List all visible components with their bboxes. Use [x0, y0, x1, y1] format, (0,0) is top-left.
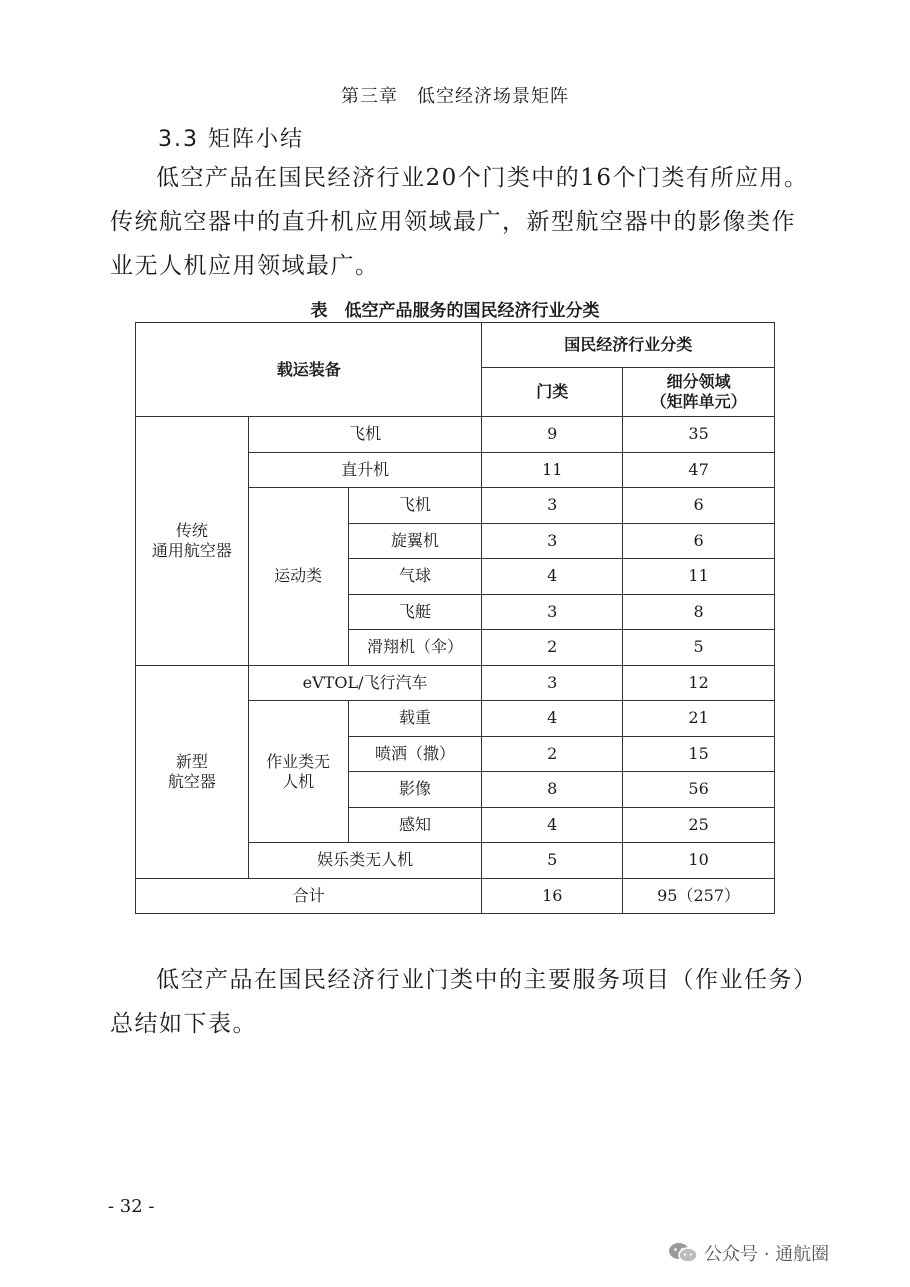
subgroup-work-drone: [248, 701, 348, 843]
table-caption: 表 低空产品服务的国民经济行业分类: [310, 301, 600, 321]
subgroup-work-line1: 作业类无: [266, 751, 331, 771]
row-category: 3: [482, 665, 623, 701]
row-name: 娱乐类无人机: [248, 843, 482, 879]
table-header-row: [136, 323, 775, 368]
row-sub: 25: [623, 807, 775, 843]
row-sub: 21: [623, 701, 775, 737]
row-name: 喷洒（撒）: [348, 736, 482, 772]
row-name: 飞艇: [348, 594, 482, 630]
row-category: 4: [482, 701, 623, 737]
total-sub: 95（257）: [623, 878, 775, 914]
page-number: - 32 -: [108, 1196, 155, 1217]
header-subdomain: [623, 368, 775, 417]
row-name: 影像: [348, 772, 482, 808]
row-name: 旋翼机: [348, 523, 482, 559]
chapter-header: 第三章 低空经济场景矩阵: [341, 86, 569, 107]
table-row: [136, 417, 775, 453]
section-title: 3.3 矩阵小结: [158, 127, 304, 152]
row-category: 4: [482, 559, 623, 595]
paragraph-followup: 低空产品在国民经济行业门类中的主要服务项目（作业任务）总结如下表。: [110, 967, 806, 1037]
wechat-icon: [668, 1242, 698, 1264]
row-sub: 10: [623, 843, 775, 879]
group-traditional-line2: 通用航空器: [151, 540, 232, 560]
group-new: [136, 665, 249, 878]
row-sub: 8: [623, 594, 775, 630]
row-sub: 47: [623, 452, 775, 488]
row-name: 飞机: [348, 488, 482, 524]
header-subdomain-line2: （矩阵单元）: [650, 392, 747, 411]
row-name: 滑翔机（伞）: [348, 630, 482, 666]
row-name: 感知: [348, 807, 482, 843]
header-industry: 国民经济行业分类: [482, 323, 775, 368]
row-name: eVTOL/飞行汽车: [248, 665, 482, 701]
row-sub: 12: [623, 665, 775, 701]
row-name: 载重: [348, 701, 482, 737]
row-sub: 5: [623, 630, 775, 666]
header-subdomain-line1: 细分领域: [666, 372, 731, 391]
row-category: 9: [482, 417, 623, 453]
row-sub: 35: [623, 417, 775, 453]
subgroup-sport: 运动类: [248, 488, 348, 666]
row-sub: 15: [623, 736, 775, 772]
group-new-line2: 航空器: [167, 771, 216, 791]
group-new-line1: 新型: [175, 751, 208, 771]
total-category: 16: [482, 878, 623, 914]
row-name: 飞机: [248, 417, 482, 453]
row-sub: 56: [623, 772, 775, 808]
watermark-text: 公众号 · 通航圈: [704, 1244, 830, 1265]
row-category: 2: [482, 736, 623, 772]
paragraph-summary: 低空产品在国民经济行业20个门类中的16个门类有所应用。传统航空器中的直升机应用领域最广，新型航空器中的影像类作业无人机应用领域最广。: [110, 165, 809, 279]
total-label: 合计: [136, 878, 482, 914]
row-category: 11: [482, 452, 623, 488]
row-category: 8: [482, 772, 623, 808]
row-sub: 6: [623, 488, 775, 524]
row-category: 3: [482, 594, 623, 630]
row-category: 3: [482, 523, 623, 559]
row-name: 直升机: [248, 452, 482, 488]
subgroup-work-line2: 人机: [282, 771, 315, 791]
group-traditional-line1: 传统: [175, 520, 208, 540]
header-equipment: 载运装备: [136, 323, 482, 417]
row-category: 5: [482, 843, 623, 879]
industry-matrix-table: [135, 322, 775, 914]
group-traditional: [136, 417, 249, 666]
header-category: 门类: [482, 368, 623, 417]
table-total-row: [136, 878, 775, 914]
watermark: [668, 1240, 829, 1266]
row-category: 4: [482, 807, 623, 843]
row-category: 3: [482, 488, 623, 524]
row-sub: 11: [623, 559, 775, 595]
row-category: 2: [482, 630, 623, 666]
table-row: [136, 665, 775, 701]
row-sub: 6: [623, 523, 775, 559]
row-name: 气球: [348, 559, 482, 595]
